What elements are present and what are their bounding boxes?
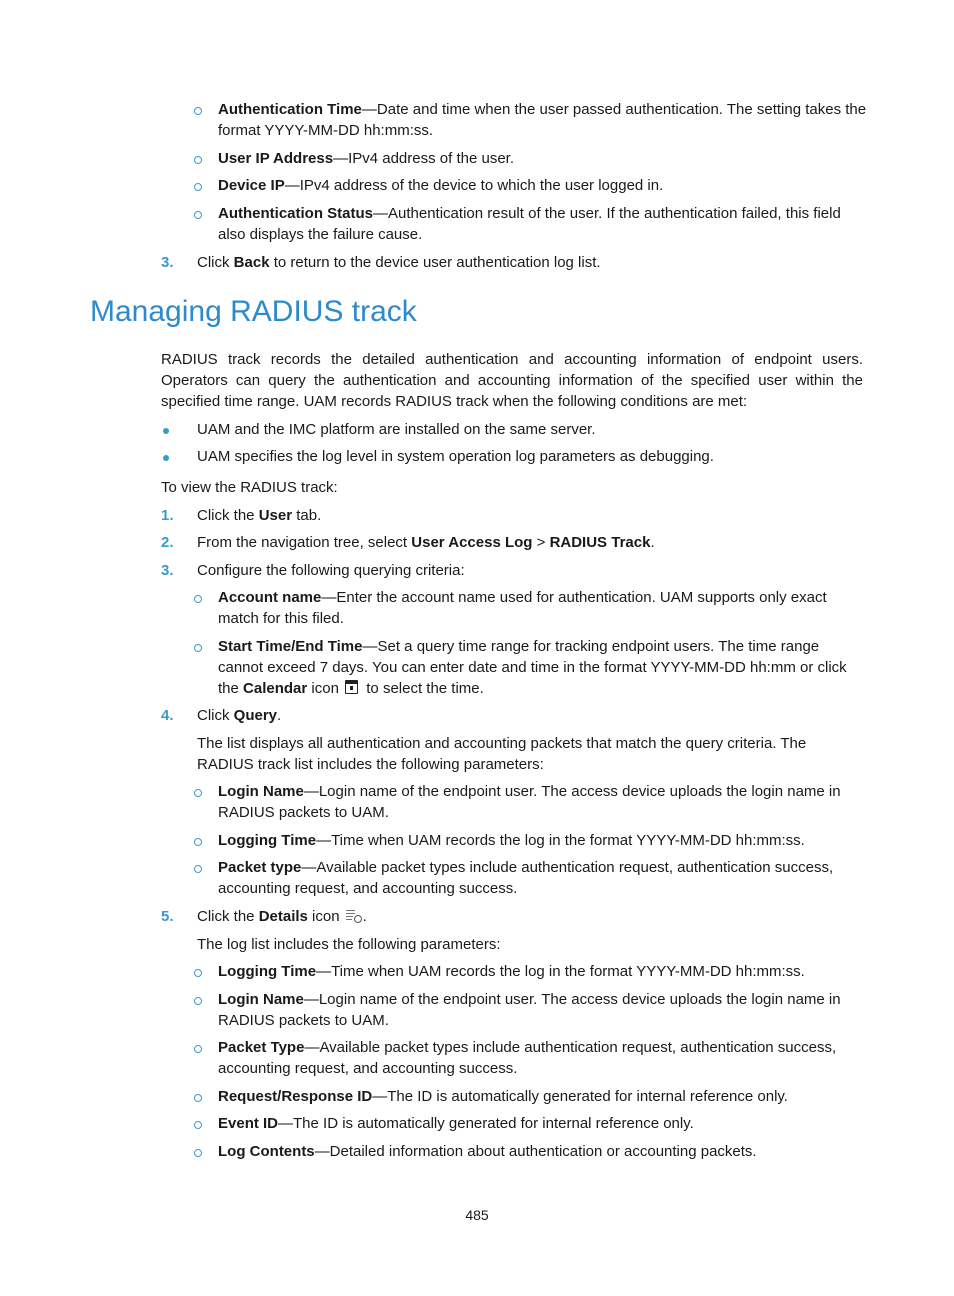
step-number: 2.	[161, 534, 174, 551]
sub-bullet	[194, 595, 202, 603]
step-paragraph: The log list includes the following parameters:	[197, 936, 501, 953]
list-item-cont: RADIUS packets to UAM.	[218, 804, 389, 821]
list-item: Log Contents—Detailed information about authentication or accounting packets.	[218, 1143, 757, 1160]
step-text: Click Query.	[197, 707, 282, 724]
step-text: Click Back to return to the device user authentication log list.	[197, 254, 601, 271]
list-item-cont: the Calendar icon to select the time.	[218, 680, 484, 697]
sub-bullet	[194, 107, 202, 115]
list-item-cont: match for this filed.	[218, 610, 344, 627]
bullet-item: UAM specifies the log level in system operation log parameters as debugging.	[197, 448, 714, 465]
list-item: Logging Time—Time when UAM records the log in the format YYYY-MM-DD hh:mm:ss.	[218, 963, 805, 980]
bullet-dot	[163, 428, 169, 434]
sub-bullet	[194, 838, 202, 846]
sub-bullet	[194, 1121, 202, 1129]
step-number: 3.	[161, 254, 174, 271]
list-item: Authentication Time—Date and time when the user passed authentication. The setting takes the	[218, 101, 867, 118]
sub-bullet	[194, 1045, 202, 1053]
sub-bullet	[194, 865, 202, 873]
step-text: Click the User tab.	[197, 507, 322, 524]
list-item: User IP Address—IPv4 address of the user.	[218, 150, 514, 167]
procedure-intro: To view the RADIUS track:	[161, 479, 338, 496]
list-item-cont: accounting request, and accounting success.	[218, 1060, 518, 1077]
list-item: Packet Type—Available packet types include authentication request, authentication success,	[218, 1039, 837, 1056]
sub-bullet	[194, 644, 202, 652]
bullet-dot	[163, 455, 169, 461]
list-item: Packet type—Available packet types include authentication request, authentication success,	[218, 859, 834, 876]
sub-bullet	[194, 156, 202, 164]
step-number: 5.	[161, 908, 174, 925]
sub-bullet	[194, 789, 202, 797]
step-text: Click the Details icon .	[197, 908, 367, 925]
step-text: From the navigation tree, select User Access Log > RADIUS Track.	[197, 534, 655, 551]
step-number: 3.	[161, 562, 174, 579]
sub-bullet	[194, 211, 202, 219]
sub-bullet	[194, 1094, 202, 1102]
step-paragraph: The list displays all authentication and accounting packets that match the query criteria. The	[197, 735, 807, 752]
sub-bullet	[194, 969, 202, 977]
details-icon	[346, 909, 362, 923]
list-item: Device IP—IPv4 address of the device to which the user logged in.	[218, 177, 664, 194]
step-number: 1.	[161, 507, 174, 524]
list-item: Account name—Enter the account name used for authentication. UAM supports only exact	[218, 589, 827, 606]
step-number: 4.	[161, 707, 174, 724]
list-item: Logging Time—Time when UAM records the log in the format YYYY-MM-DD hh:mm:ss.	[218, 832, 805, 849]
bullet-item: UAM and the IMC platform are installed on the same server.	[197, 421, 596, 438]
list-item-cont: accounting request, and accounting success.	[218, 880, 518, 897]
sub-bullet	[194, 1149, 202, 1157]
list-item: Start Time/End Time—Set a query time range for tracking endpoint users. The time range	[218, 638, 820, 655]
sub-bullet	[194, 997, 202, 1005]
list-item-cont: also displays the failure cause.	[218, 226, 423, 243]
list-item-cont: cannot exceed 7 days. You can enter date and time in the format YYYY-MM-DD hh:mm or click	[218, 659, 847, 676]
list-item-cont: RADIUS packets to UAM.	[218, 1012, 389, 1029]
step-paragraph: RADIUS track list includes the following parameters:	[197, 756, 544, 773]
list-item: Request/Response ID—The ID is automatically generated for internal reference only.	[218, 1088, 788, 1105]
step-text: Configure the following querying criteria:	[197, 562, 465, 579]
list-item: Event ID—The ID is automatically generated for internal reference only.	[218, 1115, 694, 1132]
intro-paragraph: RADIUS track records the detailed authentication and accounting information of endpoint users. Operators can query the authentication and accounting information of the specified user within the specified time range. UAM records RADIUS track when the following conditions are met:	[161, 351, 863, 410]
page-number: 485	[465, 1207, 489, 1223]
list-item-cont: format YYYY-MM-DD hh:mm:ss.	[218, 122, 434, 139]
list-item: Login Name—Login name of the endpoint user. The access device uploads the login name in	[218, 783, 841, 800]
calendar-icon	[345, 680, 358, 694]
sub-bullet	[194, 183, 202, 191]
section-heading: Managing RADIUS track	[90, 295, 417, 328]
list-item: Login Name—Login name of the endpoint user. The access device uploads the login name in	[218, 991, 841, 1008]
list-item: Authentication Status—Authentication result of the user. If the authentication failed, this field	[218, 205, 841, 222]
